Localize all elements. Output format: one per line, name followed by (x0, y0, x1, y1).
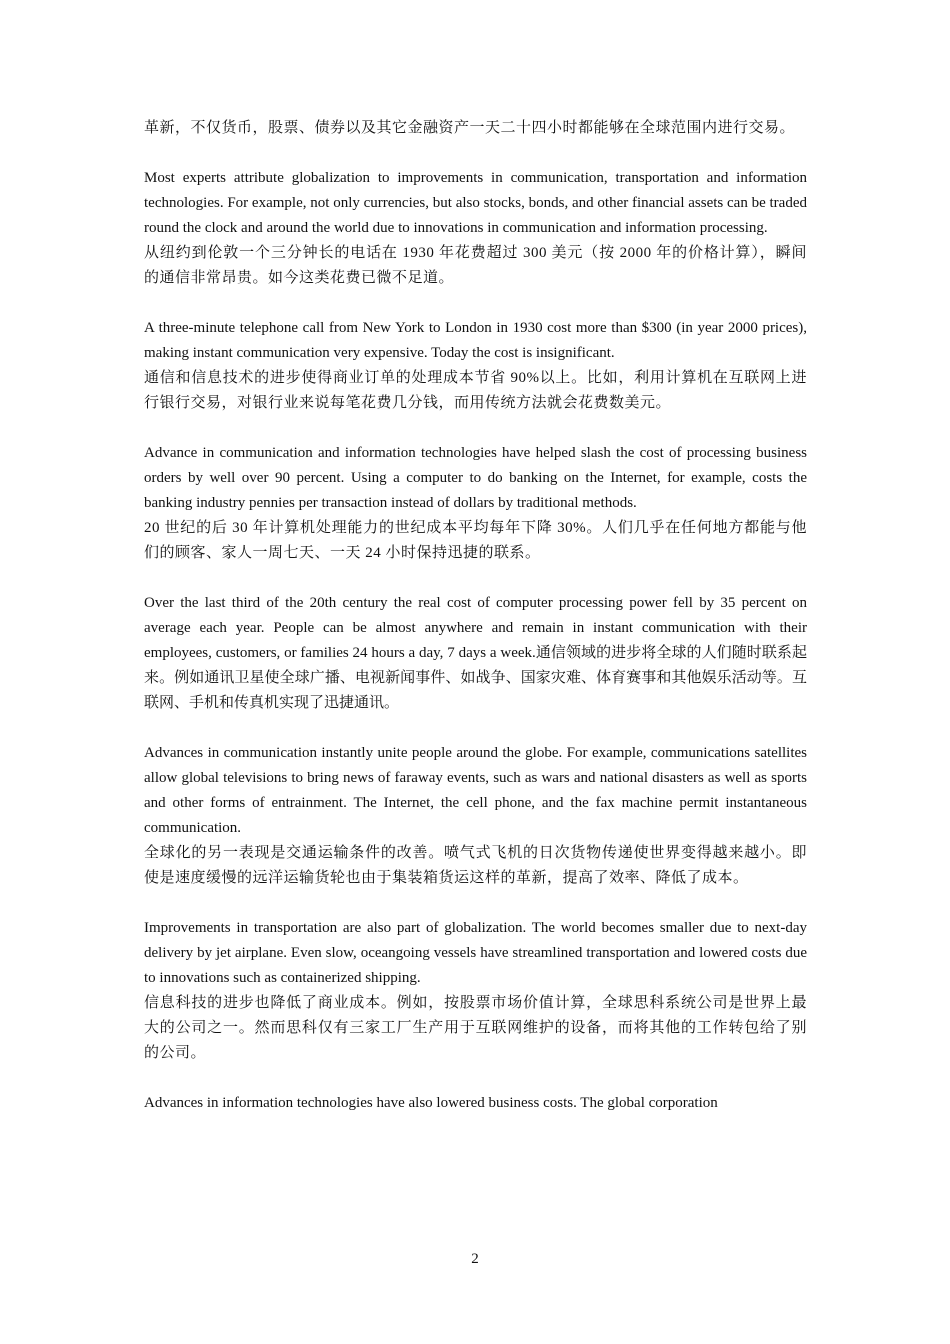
paragraph-gap (144, 291, 807, 316)
paragraph-en-globalization: Most experts attribute globalization to improvements in communication, transportation and information technologies. For example, not only currencies, but also stocks, bonds, and other financial assets can be traded round the clock and around the world due to innovations in communication and information processing. (144, 170, 807, 236)
paragraph-en-computer-power: Over the last third of the 20th century the real cost of computer processing power fell by 35 percent on average each year. People can be almost anywhere and remain in instant communication with their employees, customers, or families 24 hours a day, 7 days a week.通信领域的进步将全球的人们随时联系起来。例如通讯卫星使全球广播、电视新闻事件、如战争、国家灾难、体育赛事和其他娱乐活动等。互联网、手机和传真机实现了迅捷通讯。 (144, 595, 807, 711)
paragraph-gap (144, 716, 807, 741)
paragraph-zh-trading: 革新，不仅货币，股票、债券以及其它金融资产一天二十四小时都能够在全球范围内进行交易。 (144, 120, 796, 136)
paragraph-en-business-orders: Advance in communication and information technologies have helped slash the cost of processing business orders by well over 90 percent. Using a computer to do banking on the Internet, for example, costs the banking industry pennies per transaction instead of dollars by traditional methods. (144, 445, 807, 511)
paragraph-zh-transportation: 全球化的另一表现是交通运输条件的改善。喷气式飞机的日次货物传递使世界变得越来越小。即使是速度缓慢的远洋运输货轮也由于集装箱货运这样的革新，提高了效率、降低了成本。 (144, 845, 807, 886)
paragraph-gap (144, 1066, 807, 1091)
page-number: 2 (471, 1251, 479, 1267)
paragraph-en-transportation: Improvements in transportation are also part of globalization. The world becomes smaller due to next-day delivery by jet airplane. Even slow, oceangoing vessels have streamlined transportation and lowered costs due to innovations such as containerized shipping. (144, 920, 807, 986)
paragraph-zh-telephone: 从纽约到伦敦一个三分钟长的电话在 1930 年花费超过 300 美元（按 2000 年的价格计算），瞬间的通信非常昂贵。如今这类花费已微不足道。 (144, 245, 807, 286)
paragraph-gap (144, 891, 807, 916)
paragraph-zh-computer-power: 20 世纪的后 30 年计算机处理能力的世纪成本平均每年下降 30%。人们几乎在任何地方都能与他们的顾客、家人一周七天、一天 24 小时保持迅捷的联系。 (144, 520, 807, 561)
paragraph-gap (144, 141, 807, 166)
paragraph-zh-information-tech: 信息科技的进步也降低了商业成本。例如，按股票市场价值计算，全球思科系统公司是世界上最大的公司之一。然而思科仅有三家工厂生产用于互联网维护的设备，而将其他的工作转包给了别的公司。 (144, 995, 807, 1061)
paragraph-en-information-tech: Advances in information technologies have also lowered business costs. The global corporation (144, 1095, 718, 1111)
paragraph-en-telephone: A three-minute telephone call from New York to London in 1930 cost more than $300 (in year 2000 prices), making instant communication very expensive. Today the cost is insignificant. (144, 320, 807, 361)
paragraph-gap (144, 416, 807, 441)
paragraph-en-communication: Advances in communication instantly unite people around the globe. For example, communications satellites allow global televisions to bring news of faraway events, such as wars and national disasters as well as sports and other forms of entrainment. The Internet, the cell phone, and the fax machine permit instantaneous communication. (144, 745, 807, 836)
paragraph-gap (144, 566, 807, 591)
paragraph-zh-business-orders: 通信和信息技术的进步使得商业订单的处理成本节省 90%以上。比如，利用计算机在互联网上进行银行交易，对银行业来说每笔花费几分钱，而用传统方法就会花费数美元。 (144, 370, 807, 411)
document-body (144, 116, 807, 1116)
